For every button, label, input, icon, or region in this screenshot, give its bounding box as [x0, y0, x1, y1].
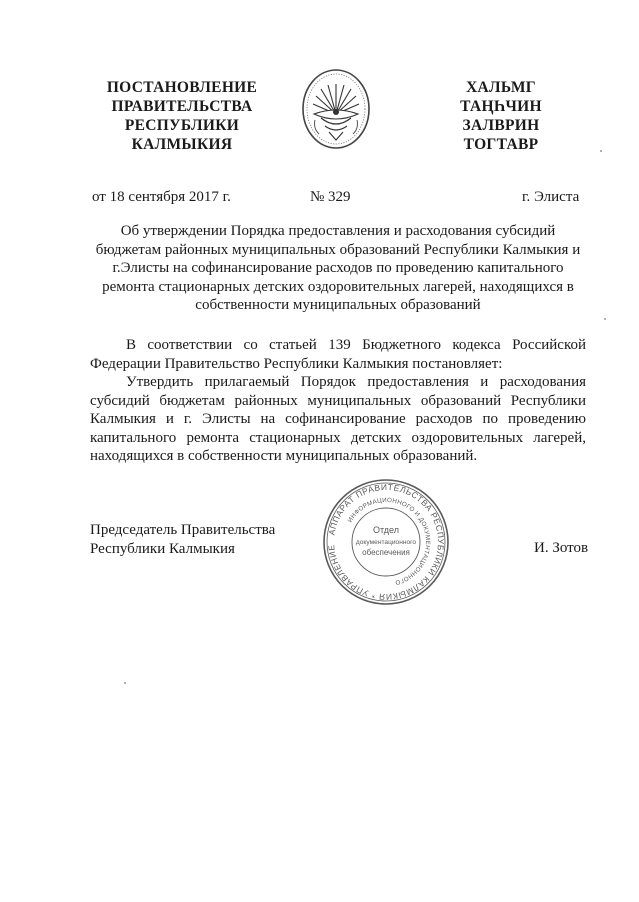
issuer-line: ТОГТАВР	[463, 136, 539, 153]
signatory-line: Республики Калмыкия	[90, 541, 235, 557]
signatory-name: И. Зотов	[534, 540, 589, 556]
body-line: Федерации Правительство Республики Калмыкия постановляет:	[90, 355, 503, 372]
issuer-line: ПОСТАНОВЛЕНИЕ	[106, 79, 258, 96]
scan-speck	[124, 682, 126, 684]
issuer-line: ПРАВИТЕЛЬСТВА	[111, 98, 253, 115]
body-line: Калмыкия и г. Элисты на софинансирование расходов по проведению	[90, 411, 586, 427]
body-line: капитального ремонта стационарных детских оздоровительных лагерей,	[90, 429, 586, 446]
title-line: г.Элисты на софинансирование расходов по проведению капитального	[112, 260, 564, 277]
document-number: № 329	[310, 189, 351, 205]
title-line: ремонта стационарных детских оздоровительных лагерей, находящихся в	[102, 278, 574, 295]
title-line: бюджетам районных муниципальных образований Республики Калмыкия и	[95, 241, 581, 258]
document-date: от 18 сентября 2017 г.	[92, 189, 231, 205]
issuer-line: КАЛМЫКИЯ	[131, 136, 233, 153]
document-body	[90, 336, 586, 466]
title-line: Об утверждении Порядка предоставления и расходования субсидий	[120, 223, 556, 239]
coat-of-arms-emblem	[301, 68, 371, 150]
issuer-line: ЗАЛВРИН	[462, 117, 540, 134]
document-city: г. Элиста	[522, 189, 580, 205]
signatory-line: Председатель Правительства	[90, 522, 276, 538]
document-title	[88, 222, 588, 315]
signatory-position	[90, 521, 275, 559]
issuer-title-kalmyk	[442, 78, 560, 154]
issuer-line: ТАҢҺЧИН	[460, 98, 542, 115]
stamp-outer-text: АППАРАТ ПРАВИТЕЛЬСТВА РЕСПУБЛИКИ КАЛМЫКИЯ * УПРАВЛЕНИЕ	[325, 481, 447, 603]
issuer-line: ХАЛЬМГ	[466, 79, 536, 96]
title-line: собственности муниципальных образований	[195, 297, 481, 314]
issuer-title-russian	[90, 78, 274, 154]
paragraph-preamble	[90, 336, 586, 373]
stamp-center-line: Отдел	[372, 525, 400, 535]
issuer-line: РЕСПУБЛИКИ	[124, 117, 240, 134]
scan-speck	[604, 318, 606, 320]
body-line: В соответствии со статьей 139 Бюджетного кодекса Российской	[126, 337, 586, 353]
stamp-center-line: документационного	[355, 539, 417, 546]
stamp-inner-text: ИНФОРМАЦИОННОГО И ДОКУМЕНТАЦИОННОГО	[346, 496, 432, 586]
body-line: субсидий бюджетам районных муниципальных образований Республики	[90, 392, 586, 409]
paragraph-resolution	[90, 373, 586, 466]
body-line: находящихся в собственности муниципальных образований.	[90, 448, 478, 464]
body-line: Утвердить прилагаемый Порядок предоставления и расходования	[126, 374, 586, 390]
official-stamp	[322, 478, 450, 606]
scan-speck	[600, 150, 602, 152]
stamp-center-line: обеспечения	[362, 548, 410, 557]
